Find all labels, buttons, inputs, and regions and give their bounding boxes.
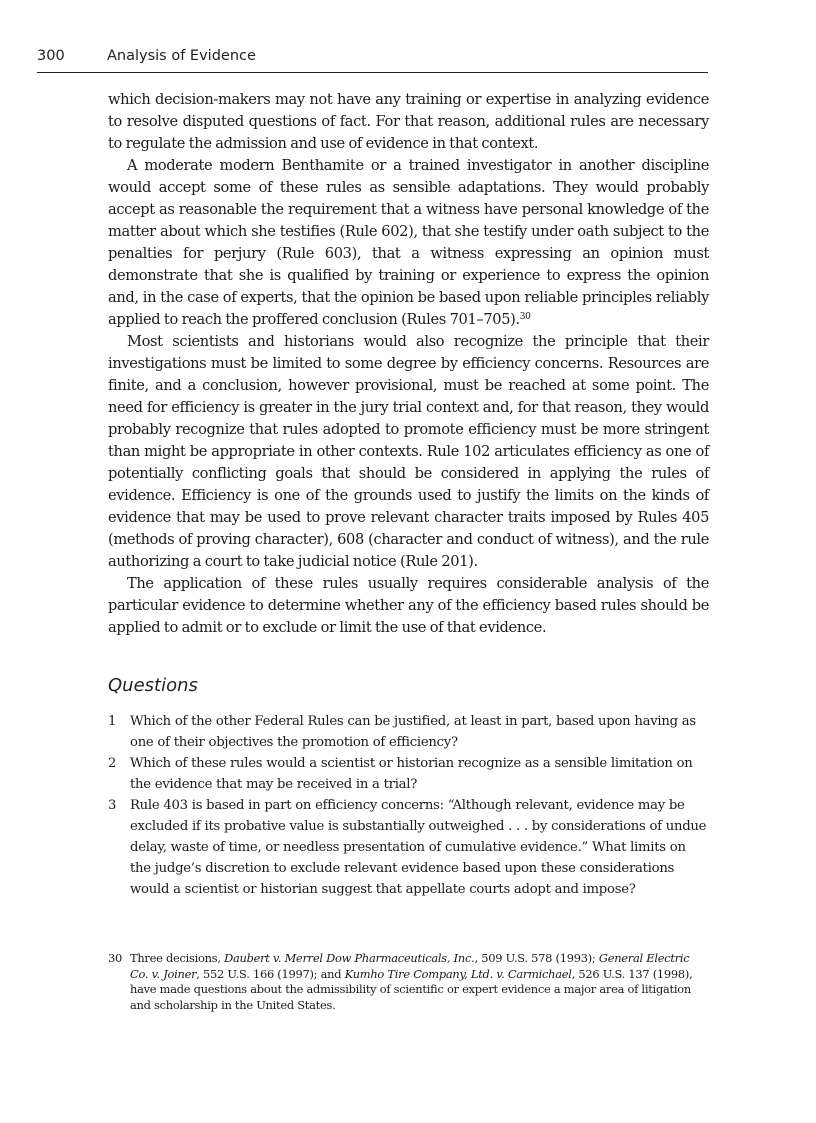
paragraph-3: Most scientists and historians would also recognize the principle that their investigations must be limited to some degree by efficiency concerns. Resources are finite, and a conclusion, however provisional, must be reached at some point. The need for efficiency is greater in the jury trial context and, for that reason, they would probably recognize that rules adopted to promote efficiency must be more stringent than might be appropriate in other contexts. Rule 102 articulates efficiency as one of potentially conflicting goals that should be considered in applying the rules of evidence. Efficiency is one of the grounds used to justify the limits on the kinds of evidence that may be used to prove relevant character traits imposed by Rules 405 (methods of proving character), 608 (character and conduct of witness), and the rule authorizing a court to take judicial notice (Rule 201). bbox=[108, 333, 709, 570]
citation-joiner: , 552 U.S. 166 (1997); and bbox=[196, 966, 345, 981]
citation-kumho: , 526 U.S. 137 (1998), have made questions about the admissibility of scientific or expert evidence a major area of litigation and scholarship in the United States. bbox=[130, 966, 693, 1012]
case-name-kumho: Kumho Tire Company, Ltd. v. Carmichael bbox=[344, 966, 572, 981]
question-item bbox=[108, 795, 710, 900]
question-text: Rule 403 is based in part on efficiency concerns: “Although relevant, evidence may be excluded if its probative value is substantially outweighed . . . by considerations of undue delay, waste of time, or needless presentation of cumulative evidence.” What limits on the judge’s discretion to exclude relevant evidence based upon these considerations would a scientist or historian suggest that appellate courts adopt and impose? bbox=[130, 798, 707, 897]
question-text: Which of these rules would a scientist or historian recognize as a sensible limitation on the evidence that may be received in a trial? bbox=[130, 756, 693, 792]
case-name-daubert: Daubert v. Merrel Dow Pharmaceuticals, Inc. bbox=[224, 951, 475, 965]
citation-daubert: , 509 U.S. 578 (1993); bbox=[474, 951, 599, 965]
paragraph-2 bbox=[108, 155, 709, 331]
page-number: 300 bbox=[37, 48, 65, 64]
case-name-joiner: General Electric Co. v. Joiner bbox=[130, 951, 690, 981]
footnote-lead: Three decisions, bbox=[130, 951, 225, 965]
header-rule bbox=[37, 72, 708, 73]
question-item bbox=[108, 753, 710, 795]
paragraph-2-text: A moderate modern Benthamite or a trained investigator in another discipline would accept some of these rules as sensible adaptations. They would probably accept as reasonable the requirement that a witness have personal knowledge of the matter about which she testifies (Rule 602), that she testify under oath subject to the penalties for perjury (Rule 603), that a witness expressing an opinion must demonstrate that she is qualified by training or experience to express the opinion and, in the case of experts, that the opinion be based upon reliable principles reliably applied to reach the proffered conclusion (Rules 701–705). bbox=[108, 157, 709, 328]
question-number: 1 bbox=[108, 714, 117, 729]
questions-list bbox=[108, 711, 710, 900]
paragraph-4: The application of these rules usually requires considerable analysis of the particular evidence to determine whether any of the efficiency based rules should be applied to admit or to exclude or limit the use of that evidence. bbox=[108, 575, 709, 636]
paragraph-1: which decision-makers may not have any training or expertise in analyzing evidence to resolve disputed questions of fact. For that reason, additional rules are necessary to regulate the admission and use of evidence in that context. bbox=[108, 91, 709, 152]
body-text bbox=[108, 89, 709, 639]
footnote bbox=[108, 951, 710, 1013]
footnote-ref: 30 bbox=[519, 312, 531, 322]
running-title: Analysis of Evidence bbox=[107, 48, 256, 64]
footnote-number: 30 bbox=[108, 951, 122, 965]
question-number: 2 bbox=[108, 756, 117, 771]
question-number: 3 bbox=[108, 798, 117, 813]
running-header bbox=[37, 48, 708, 64]
question-item bbox=[108, 711, 710, 753]
footnote-text bbox=[130, 951, 710, 1013]
questions-heading: Questions bbox=[108, 675, 198, 696]
question-text: Which of the other Federal Rules can be justified, at least in part, based upon having as one of their objectives the promotion of efficiency? bbox=[130, 714, 696, 750]
